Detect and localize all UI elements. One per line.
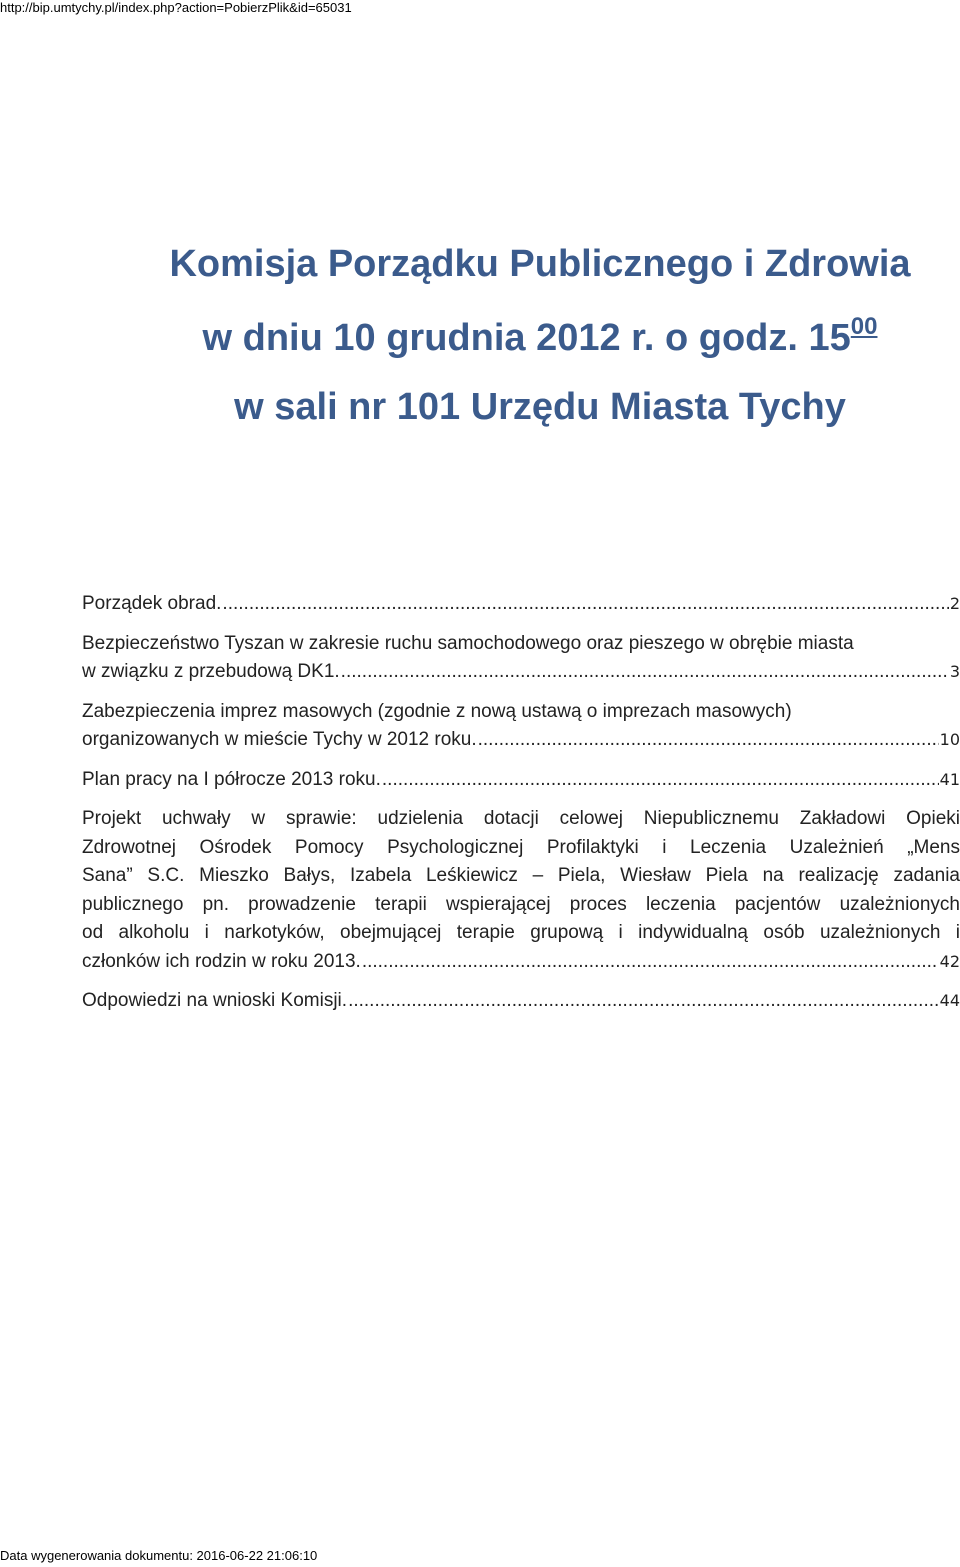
toc-leader-dots	[478, 726, 939, 755]
toc-entry-1[interactable]	[82, 590, 960, 619]
toc-entry-text-line: od alkoholu i narkotyków, obejmującej terapie grupową i indywidualną osób uzależnionych i	[82, 922, 960, 943]
toc-page-number: 41	[939, 769, 960, 789]
toc-entry-text-line: Sana” S.C. Mieszko Bałys, Izabela Leśkiewicz – Piela, Wiesław Piela na realizację zadania	[82, 865, 960, 886]
toc-leader-dots	[382, 766, 939, 795]
document-title-line-1: Komisja Porządku Publicznego i Zdrowia	[169, 243, 911, 285]
document-title-line-2	[60, 313, 960, 360]
toc-entry-text: w związku z przebudową DK1.	[82, 661, 340, 682]
toc-entry-text: organizowanych w mieście Tychy w 2012 roku.	[82, 729, 477, 750]
toc-entry-3[interactable]	[82, 698, 960, 755]
toc-entry-text-line: Projekt uchwały w sprawie: udzielenia dotacji celowej Niepublicznemu Zakładowi Opieki	[82, 808, 960, 829]
toc-entry-text-line: Zdrowotnej Ośrodek Pomocy Psychologicznej Profilaktyki i Leczenia Uzależnień „Mens	[82, 836, 960, 858]
toc-entry-4[interactable]	[82, 766, 960, 795]
source-url: http://bip.umtychy.pl/index.php?action=PobierzPlik&id=65031	[0, 0, 352, 15]
toc-entry-text-line: publicznego pn. prowadzenie terapii wspierającej proces leczenia pacjentów uzależnionych	[82, 893, 960, 915]
toc-page-number: 44	[939, 991, 960, 1010]
title-time-superscript: 00	[850, 313, 878, 340]
toc-page-number: 42	[939, 951, 960, 971]
toc-page-number: 10	[939, 730, 960, 749]
toc-leader-dots	[341, 658, 949, 687]
toc-entry-text: Porządek obrad.	[82, 593, 222, 614]
toc-leader-dots	[222, 590, 948, 619]
toc-entry-6[interactable]	[82, 987, 960, 1016]
toc-entry-2[interactable]	[82, 630, 960, 687]
title-date-text: w dniu 10 grudnia 2012 r. o godz. 15	[202, 317, 851, 359]
toc-entry-text: Odpowiedzi na wnioski Komisji.	[82, 990, 348, 1011]
document-title-line-3: w sali nr 101 Urzędu Miasta Tychy	[234, 386, 846, 428]
toc-entry-text-line: Zabezpieczenia imprez masowych (zgodnie z nową ustawą o imprezach masowych)	[82, 700, 792, 722]
generation-date-footer: Data wygenerowania dokumentu: 2016-06-22 21:06:10	[0, 1548, 318, 1563]
toc-entry-text: członków ich rodzin w roku 2013.	[82, 950, 361, 972]
toc-entry-text: Plan pracy na I półrocze 2013 roku.	[82, 768, 381, 790]
table-of-contents	[82, 590, 960, 1027]
toc-leader-dots	[348, 987, 939, 1016]
toc-entry-text-line: Bezpieczeństwo Tyszan w zakresie ruchu samochodowego oraz pieszego w obrębie miasta	[82, 632, 854, 654]
toc-page-number: 2	[949, 594, 960, 613]
toc-page-number: 3	[949, 662, 960, 681]
toc-entry-5[interactable]	[82, 805, 960, 976]
toc-leader-dots	[362, 948, 939, 977]
